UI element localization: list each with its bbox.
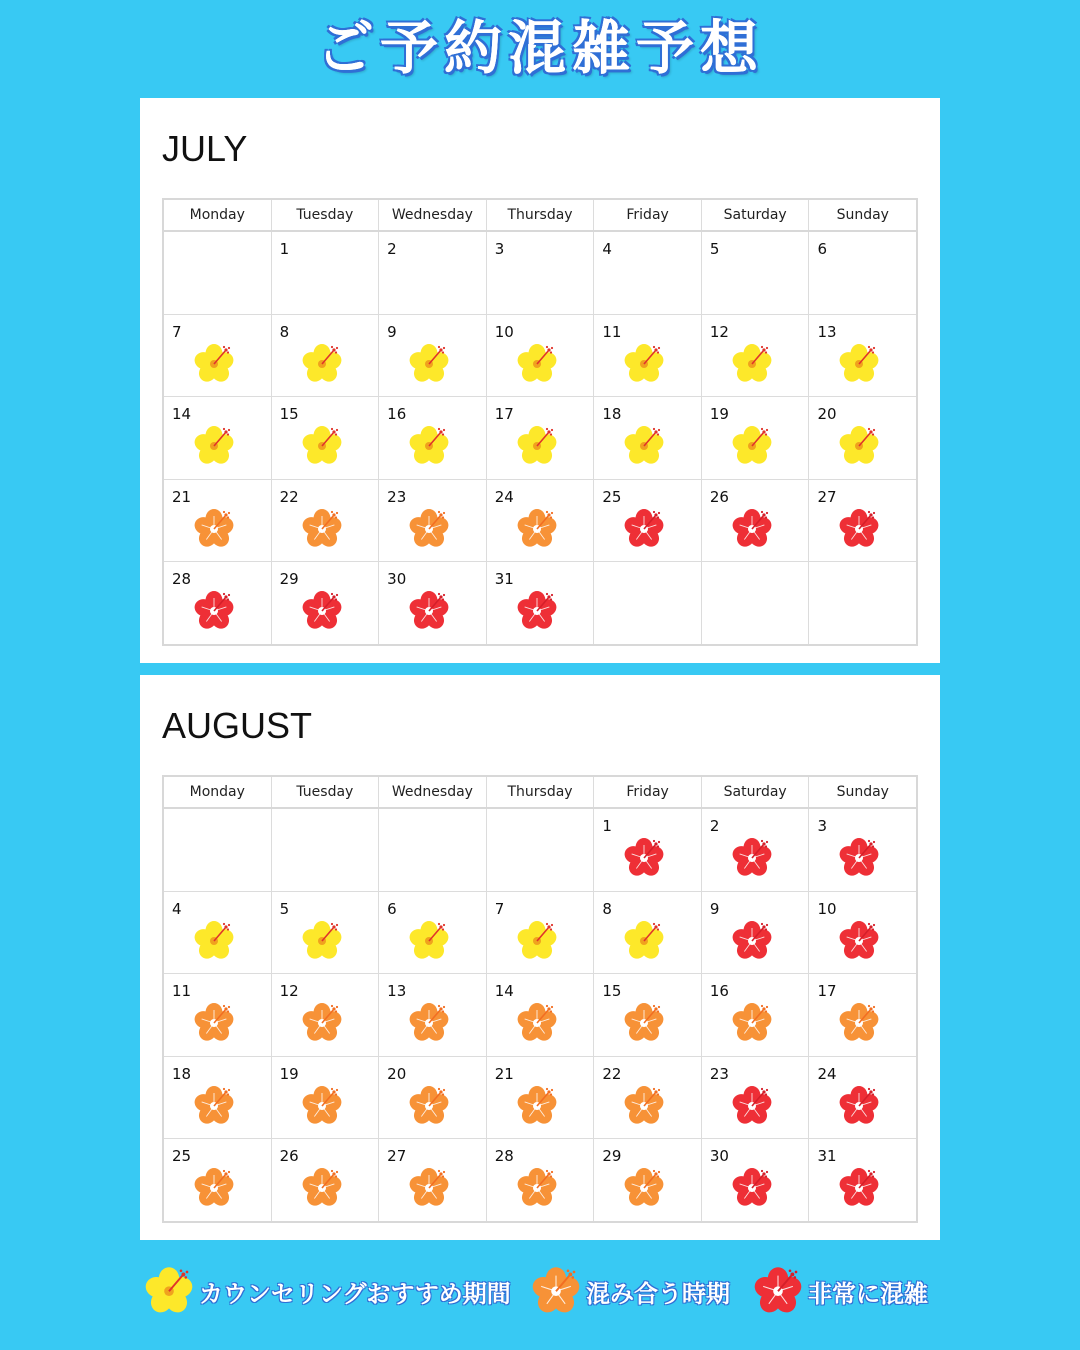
calendar-grid [162, 775, 918, 1223]
day-cell [164, 480, 272, 562]
day-cell [379, 315, 487, 397]
day-number: 28 [172, 570, 192, 588]
hibiscus-icon [839, 1085, 879, 1125]
day-cell [487, 1139, 595, 1221]
day-number: 6 [387, 899, 397, 918]
day-number: 20 [387, 1064, 407, 1083]
day-number: 31 [817, 1147, 837, 1165]
day-number: 20 [817, 405, 837, 423]
day-cell [487, 480, 595, 562]
hibiscus-icon [732, 1085, 772, 1125]
hibiscus-icon [194, 1085, 234, 1125]
weekday-monday: Monday [164, 777, 272, 807]
day-number: 3 [494, 240, 505, 258]
day-number: 23 [709, 1064, 729, 1083]
day-cell [809, 480, 916, 562]
empty-cell [379, 809, 487, 891]
weekday-saturday: Saturday [702, 200, 810, 230]
day-cell [272, 397, 380, 479]
day-cell [164, 1057, 272, 1139]
day-cell [594, 397, 702, 479]
day-cell [702, 1057, 810, 1139]
day-cell [809, 809, 916, 891]
day-number: 15 [602, 982, 622, 1000]
hibiscus-icon [624, 1002, 664, 1042]
hibiscus-icon [517, 1167, 557, 1207]
week-row [164, 974, 916, 1057]
hibiscus-icon [409, 343, 449, 383]
legend-label: 混み合う時期 [586, 1280, 730, 1308]
calendar-grid [162, 198, 918, 646]
day-cell [594, 1139, 702, 1221]
hibiscus-icon [409, 425, 449, 465]
day-cell [487, 892, 595, 974]
day-cell [809, 397, 916, 479]
day-cell [164, 892, 272, 974]
day-cell [164, 315, 272, 397]
empty-cell [702, 562, 810, 644]
day-number: 18 [602, 405, 622, 423]
weekday-header [164, 200, 916, 232]
legend [0, 1262, 1080, 1318]
day-cell [379, 892, 487, 974]
day-number: 24 [494, 487, 514, 506]
hibiscus-icon [409, 920, 449, 960]
hibiscus-icon [517, 920, 557, 960]
hibiscus-icon [517, 508, 557, 548]
day-cell [379, 397, 487, 479]
hibiscus-icon [532, 1266, 580, 1314]
day-number: 11 [172, 982, 192, 1000]
weekday-saturday: Saturday [702, 777, 810, 807]
day-number: 26 [709, 487, 729, 506]
day-cell [809, 1057, 916, 1139]
hibiscus-icon [624, 425, 664, 465]
hibiscus-icon [839, 1002, 879, 1042]
week-row [164, 562, 916, 644]
empty-cell [594, 562, 702, 644]
hibiscus-icon [409, 1167, 449, 1207]
day-cell [809, 892, 916, 974]
day-number: 1 [279, 240, 290, 258]
calendar-body [164, 809, 916, 1221]
hibiscus-icon [839, 920, 879, 960]
day-cell [809, 232, 916, 314]
day-cell [594, 809, 702, 891]
day-cell [379, 1057, 487, 1139]
day-number: 24 [817, 1064, 837, 1083]
day-cell [272, 892, 380, 974]
hibiscus-icon [145, 1266, 193, 1314]
week-row [164, 397, 916, 480]
day-number: 27 [387, 1147, 407, 1165]
weekday-friday: Friday [594, 200, 702, 230]
hibiscus-icon [302, 1167, 342, 1207]
day-cell [702, 397, 810, 479]
week-row [164, 892, 916, 975]
week-row [164, 1057, 916, 1140]
day-number: 19 [279, 1064, 299, 1083]
empty-cell [809, 562, 916, 644]
hibiscus-icon [302, 1002, 342, 1042]
day-number: 13 [387, 982, 407, 1000]
day-cell [487, 562, 595, 644]
hibiscus-icon [302, 508, 342, 548]
hibiscus-icon [839, 508, 879, 548]
hibiscus-icon [839, 425, 879, 465]
empty-cell [164, 232, 272, 314]
calendar-body [164, 232, 916, 644]
day-number: 17 [817, 982, 837, 1000]
weekday-tuesday: Tuesday [272, 200, 380, 230]
day-number: 22 [602, 1064, 622, 1083]
day-number: 25 [602, 487, 622, 506]
day-number: 13 [817, 322, 837, 341]
day-number: 26 [279, 1147, 299, 1165]
hibiscus-icon [302, 590, 342, 630]
hibiscus-icon [732, 343, 772, 383]
day-number: 25 [172, 1147, 192, 1165]
day-number: 12 [279, 982, 299, 1000]
day-cell [379, 480, 487, 562]
day-number: 29 [279, 570, 299, 588]
day-number: 8 [602, 899, 612, 918]
hibiscus-icon [517, 343, 557, 383]
day-number: 19 [709, 405, 729, 423]
day-number: 2 [387, 240, 397, 258]
hibiscus-icon [754, 1266, 802, 1314]
day-number: 23 [387, 487, 407, 506]
day-number: 27 [817, 487, 837, 506]
day-cell [272, 974, 380, 1056]
day-cell [379, 232, 487, 314]
day-cell [272, 1057, 380, 1139]
day-cell [164, 974, 272, 1056]
day-number: 28 [494, 1147, 514, 1165]
calendar-panel-july [140, 98, 940, 663]
hibiscus-icon [409, 590, 449, 630]
hibiscus-icon [194, 920, 234, 960]
day-number: 30 [709, 1147, 729, 1165]
day-cell [702, 974, 810, 1056]
month-title: JULY [162, 128, 248, 169]
day-number: 21 [172, 487, 192, 506]
hibiscus-icon [732, 1167, 772, 1207]
day-number: 22 [279, 487, 299, 506]
hibiscus-icon [194, 425, 234, 465]
weekday-thursday: Thursday [487, 200, 595, 230]
hibiscus-icon [517, 1085, 557, 1125]
hibiscus-icon [194, 343, 234, 383]
hibiscus-icon [732, 837, 772, 877]
weekday-header [164, 777, 916, 809]
day-cell [702, 480, 810, 562]
hibiscus-icon [732, 508, 772, 548]
day-number: 1 [602, 817, 612, 835]
day-cell [164, 1139, 272, 1221]
day-cell [272, 480, 380, 562]
day-number: 9 [387, 322, 397, 341]
day-number: 4 [602, 240, 612, 258]
hibiscus-icon [409, 1002, 449, 1042]
day-number: 30 [387, 570, 407, 588]
hibiscus-icon [624, 1085, 664, 1125]
day-cell [702, 809, 810, 891]
hibiscus-icon [409, 508, 449, 548]
day-cell [272, 232, 380, 314]
day-number: 7 [172, 322, 182, 341]
hibiscus-icon [517, 590, 557, 630]
day-cell [379, 562, 487, 644]
empty-cell [164, 809, 272, 891]
calendar-panel-august [140, 675, 940, 1240]
day-cell [702, 315, 810, 397]
week-row [164, 1139, 916, 1221]
weekday-sunday: Sunday [836, 784, 889, 800]
day-cell [702, 892, 810, 974]
weekday-wednesday: Wednesday [379, 200, 487, 230]
day-cell [487, 974, 595, 1056]
week-row [164, 232, 916, 315]
week-row [164, 315, 916, 398]
hibiscus-icon [409, 1085, 449, 1125]
legend-label: カウンセリングおすすめ期間 [199, 1280, 511, 1308]
weekday-tuesday: Tuesday [272, 777, 380, 807]
month-title: AUGUST [162, 705, 313, 746]
day-cell [487, 232, 595, 314]
day-cell [487, 1057, 595, 1139]
day-number: 7 [494, 899, 505, 918]
day-cell [272, 562, 380, 644]
hibiscus-icon [624, 508, 664, 548]
weekday-wednesday: Wednesday [379, 777, 487, 807]
day-cell [164, 562, 272, 644]
day-number: 17 [494, 405, 514, 423]
day-cell [594, 315, 702, 397]
day-number: 21 [494, 1064, 514, 1083]
hibiscus-icon [302, 920, 342, 960]
day-number: 4 [172, 899, 182, 918]
day-cell [594, 232, 702, 314]
weekday-thursday: Thursday [487, 777, 595, 807]
empty-cell [272, 809, 380, 891]
hibiscus-icon [732, 425, 772, 465]
day-cell [487, 315, 595, 397]
day-number: 11 [602, 322, 622, 341]
page-title: ご予約混雑予想 [315, 14, 764, 82]
hibiscus-icon [194, 508, 234, 548]
hibiscus-icon [194, 590, 234, 630]
day-cell [272, 315, 380, 397]
hibiscus-icon [302, 343, 342, 383]
day-cell [809, 315, 916, 397]
day-number: 10 [817, 899, 837, 918]
day-number: 5 [279, 899, 290, 918]
day-number: 8 [279, 322, 290, 341]
day-number: 5 [709, 240, 720, 258]
legend-label: 非常に混雑 [808, 1280, 928, 1308]
weekday-monday: Monday [164, 200, 272, 230]
hibiscus-icon [194, 1002, 234, 1042]
day-cell [379, 1139, 487, 1221]
day-number: 2 [709, 817, 720, 835]
day-number: 10 [494, 322, 514, 341]
empty-cell [487, 809, 595, 891]
weekday-sunday: Sunday [836, 207, 889, 223]
day-cell [379, 974, 487, 1056]
hibiscus-icon [624, 343, 664, 383]
day-cell [809, 974, 916, 1056]
week-row [164, 480, 916, 563]
day-cell [594, 1057, 702, 1139]
day-number: 6 [817, 240, 828, 258]
hibiscus-icon [517, 425, 557, 465]
day-number: 14 [172, 405, 192, 423]
day-cell [594, 974, 702, 1056]
day-cell [272, 1139, 380, 1221]
hibiscus-icon [517, 1002, 557, 1042]
hibiscus-icon [624, 837, 664, 877]
week-row [164, 809, 916, 892]
day-cell [702, 232, 810, 314]
day-cell [594, 480, 702, 562]
hibiscus-icon [624, 1167, 664, 1207]
hibiscus-icon [839, 343, 879, 383]
hibiscus-icon [624, 920, 664, 960]
day-number: 31 [494, 570, 514, 588]
day-number: 18 [172, 1064, 192, 1083]
day-number: 29 [602, 1147, 622, 1165]
hibiscus-icon [839, 1167, 879, 1207]
day-number: 12 [709, 322, 729, 341]
day-number: 16 [387, 405, 407, 423]
hibiscus-icon [732, 920, 772, 960]
hibiscus-icon [194, 1167, 234, 1207]
day-number: 9 [709, 899, 720, 918]
weekday-friday: Friday [594, 777, 702, 807]
hibiscus-icon [302, 1085, 342, 1125]
day-cell [164, 397, 272, 479]
day-cell [594, 892, 702, 974]
day-cell [702, 1139, 810, 1221]
day-number: 14 [494, 982, 514, 1000]
day-cell [487, 397, 595, 479]
hibiscus-icon [732, 1002, 772, 1042]
day-number: 15 [279, 405, 299, 423]
day-number: 3 [817, 817, 828, 835]
hibiscus-icon [302, 425, 342, 465]
hibiscus-icon [839, 837, 879, 877]
day-number: 16 [709, 982, 729, 1000]
day-cell [809, 1139, 916, 1221]
